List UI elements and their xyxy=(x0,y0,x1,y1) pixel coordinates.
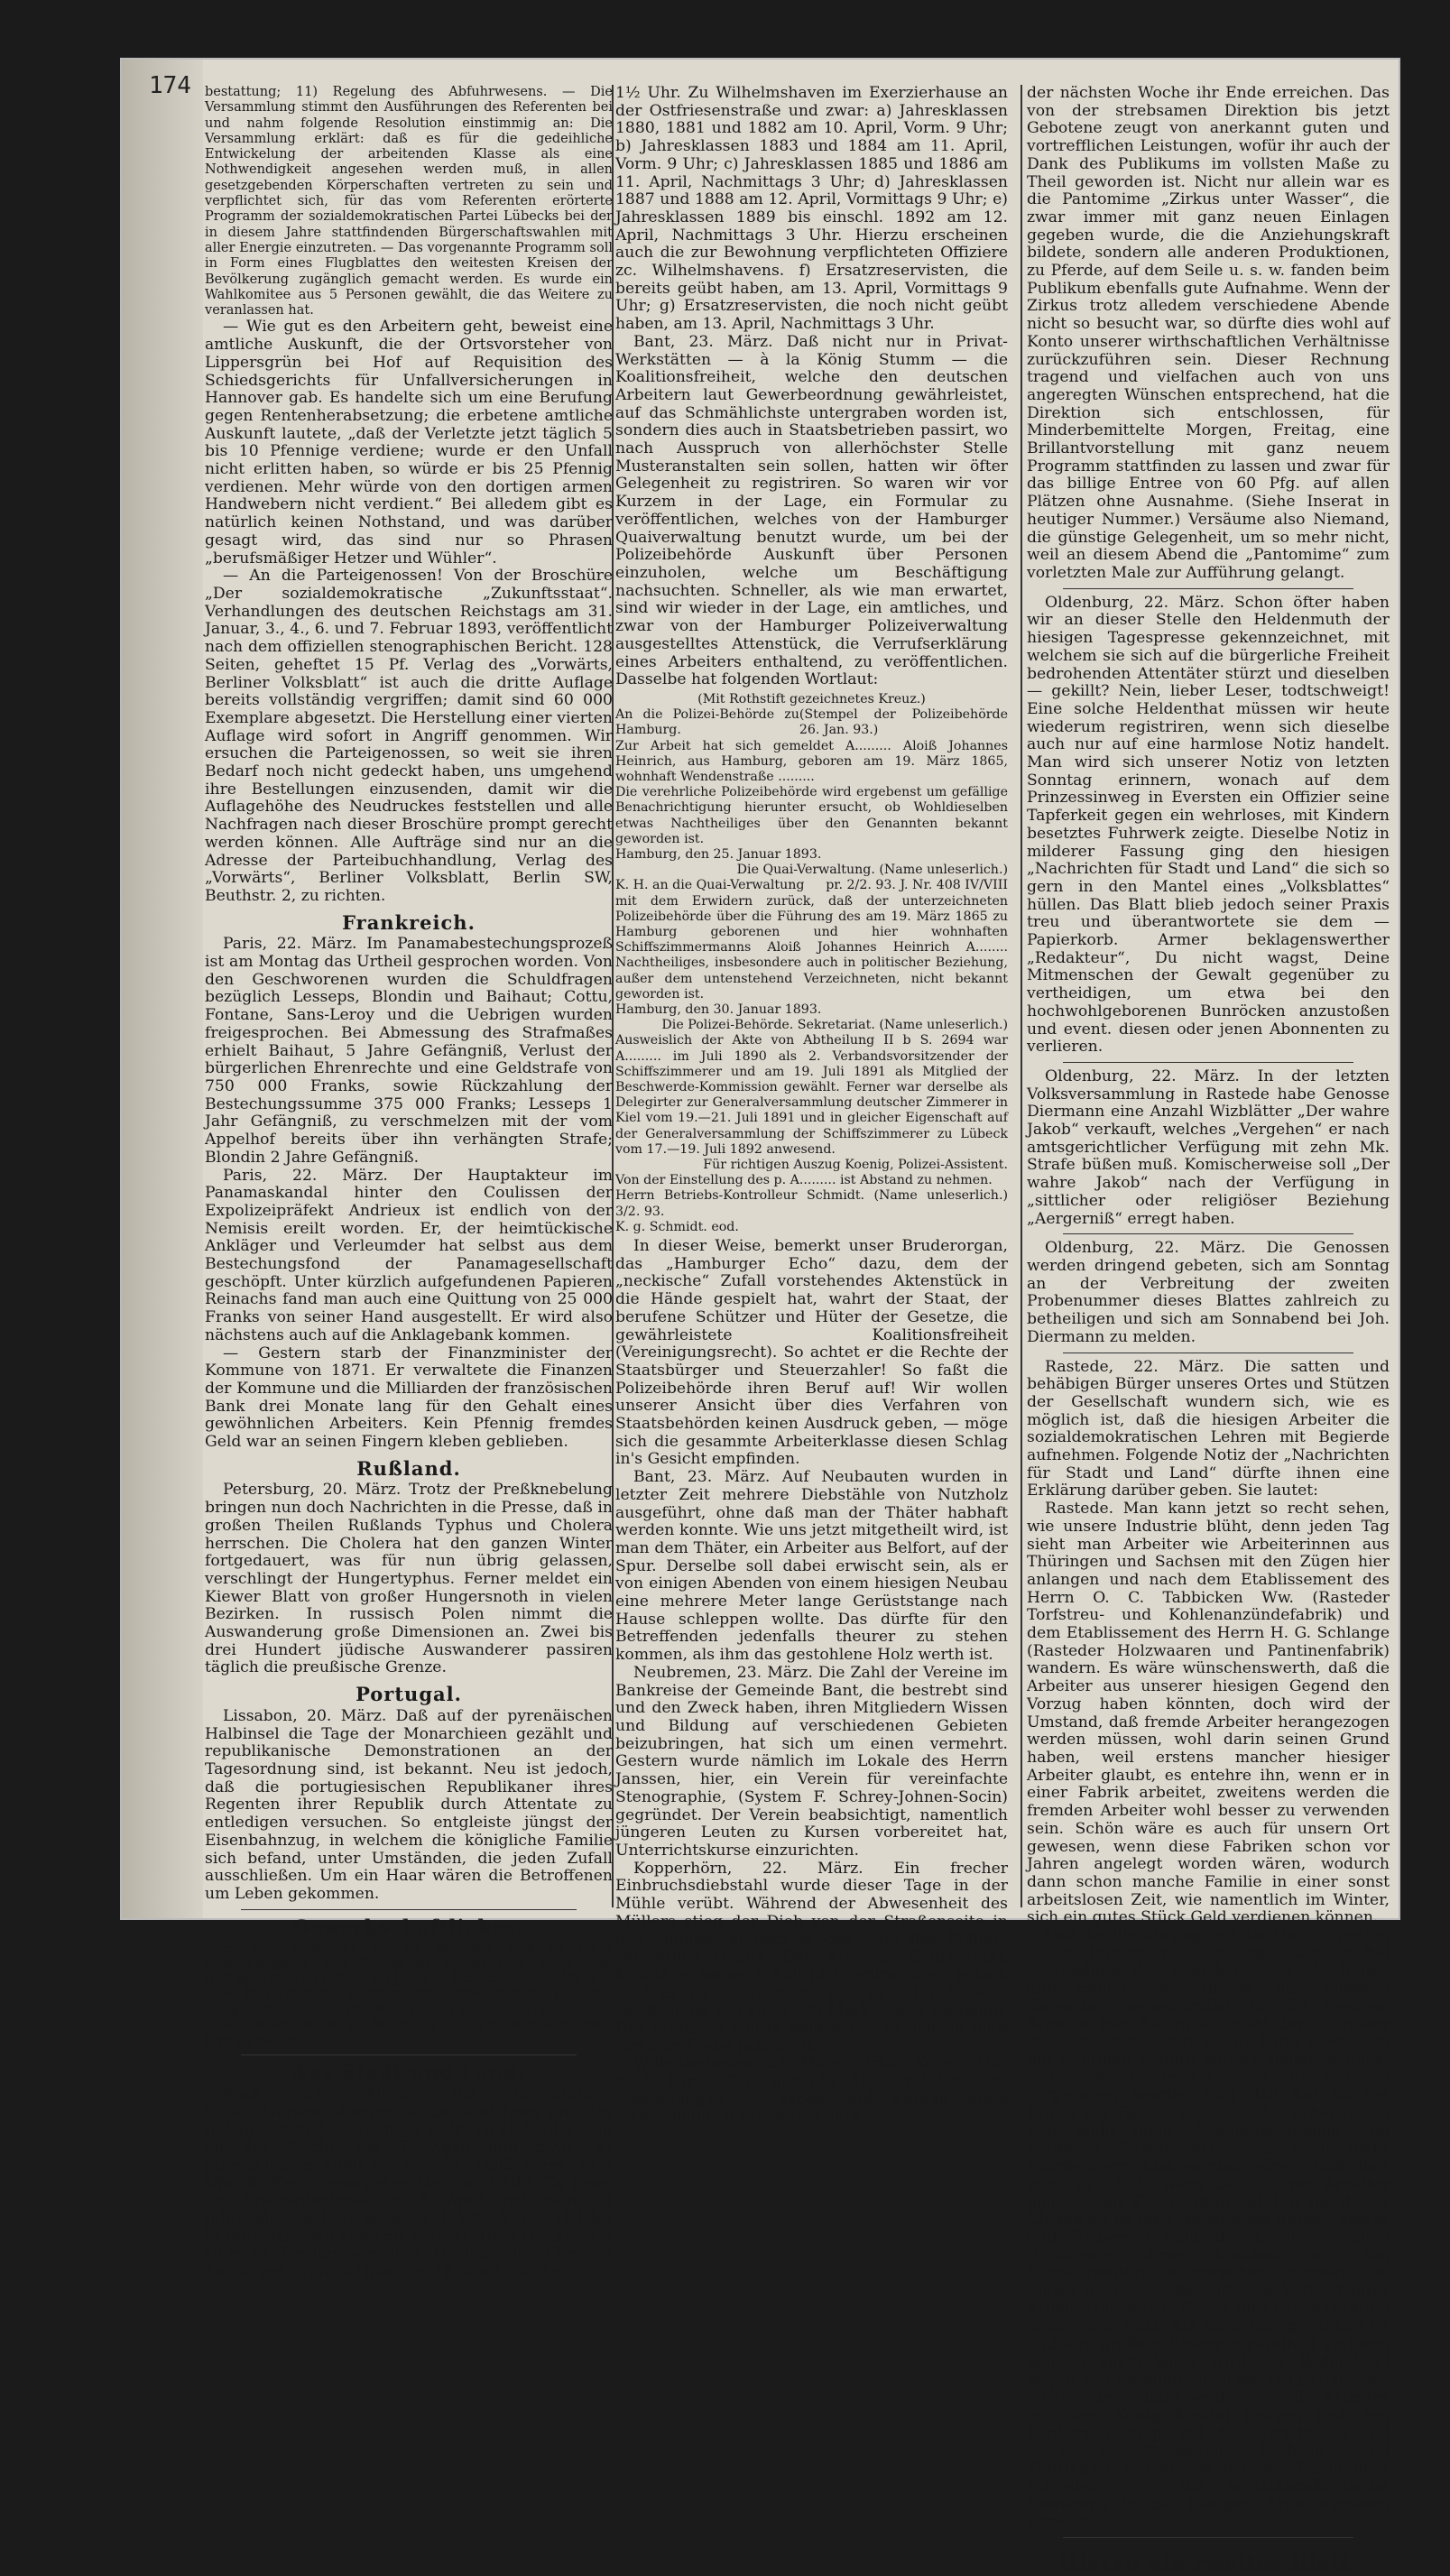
article-paragraph: — Wie gut es den Arbeitern geht, beweist eine amtliche Auskunft, die der Ortsvorsteher von Lippersgrün bei Hof auf Requisition des Schiedsgerichts für Unfallversicherungen in Hannover gab. Es handelte sich um eine Berufung gegen Rentenherabsetzung; die erbetene amtliche Auskunft lautete, „daß der Verletzte jetzt täglich 5 bis 10 Pfennige verdiene; wurde er den Unfall nicht erlitten haben, so würde er bis 25 Pfennig verdienen. Mehr würde von den dortigen armen Handwebern nicht verdient.“ Bei alledem gibt es natürlich keinen Nothstand, und was darüber gesagt wird, das sind nur so Phrasen „berufsmäßiger Hetzer und Wühler“. xyxy=(205,318,613,568)
doc-date: Hamburg, den 30. Januar 1893. xyxy=(615,1002,822,1017)
article-paragraph: Neubremen, 23. März. Die Zahl der Vereine im Bankreise der Gemeinde Bant, die bestrebt sind und den Zweck haben, ihren Mitgliedern Wissen und Bildung auf verschiedenen Gebieten beizubringen, hat sich um einen vermehrt. Gestern wurde nämlich im Lokale des Herrn Janssen, hier, ein Verein für vereinfachte Stenographie, (System F. Schrey-Johnen-Socin) gegründet. Der Verein beabsichtigt, namentlich jüngeren Leuten zu Kursen vorbereitet hat, Unterrichtskurse einzurichten. xyxy=(615,1663,1008,1860)
doc-signature: Die Quai-Verwaltung. (Name unleserlich.) xyxy=(736,863,1008,878)
section-divider xyxy=(1063,1062,1353,1063)
article-paragraph: Oldenburg, 22. März. In der letzten Volksversammlung in Rastede habe Genosse Diermann eine Anzahl Wizblätter „Der wahre Jakob“ verkauft, welches „Vergehen“ er nach amtsgerichtlicher Verfügung mit zehn Mk. Strafe büßen muß. Komischerweise soll „Der wahre Jakob“ nach der Verfügung in „sittlicher oder religiöser Beziehung „Aergerniß“ erregt haben. xyxy=(1027,1066,1390,1228)
doc-header xyxy=(615,878,1008,893)
section-heading: Frankreich. xyxy=(342,910,476,934)
quoted-document xyxy=(615,692,1008,1235)
section-heading: Gewerkschaftliches. xyxy=(292,1915,525,1938)
doc-addressee: K. H. an die Quai-Verwaltung xyxy=(615,878,805,893)
section-heading: Portugal. xyxy=(356,1683,462,1706)
article-paragraph: Oldenburg, 22. März. Die Genossen werden dringend gebeten, sich am Sonntag an der Verbreitung der zweiten Probenummer dieses Blattes zahlreich zu betheiligen und sich am Sonnabend bei Joh. Diermann zu melden. xyxy=(1027,1239,1390,1346)
doc-line: Herrn Betriebs-Kontrolleur Schmidt. (Name unleserlich.) 3/2. 93. xyxy=(615,1188,1008,1219)
article-paragraph: Kopperhörn, 22. März. Ein frecher Einbruchsdiebstahl wurde dieser Tage in der Mühle verübt. Während der Abwesenheit des Müllers stieg der Dieb von der Straßenseite in das Zimmer, in dem er das Geld des Müllers vermuthen konnte. Dem eisernen Geldschrank konnte er seinen Inhalt nicht entnehmen, jedoch fand er im Schreibtisch den er erbrach, eine Geldsumme von zirka 300 Mark, die er mitnahm. Der Einbruch wurde bald entdeckt, jedoch fehlt von dem Diebe jede Spur. xyxy=(615,1859,1008,2055)
article-paragraph: Oldenburg, 22. März. Schon öfter haben wir an dieser Stelle den Heldenmuth der hiesigen Tagespresse gekennzeichnet, mit welchem sie sich auf die bürgerliche Freiheit bedrohenden Attentäter stürzt und dieselben — gekillt? Nein, lieber Leser, todtschweigt! Eine solche Heldenthat müssen wir heute wiederum registriren, wenn sich dieselbe auch nur auf eine harmlose Notiz handelt. Man wird sich unserer Notiz von letzten Sonntag erinnern, wonach auf dem Prinzessinweg in Eversten ein Offizier seine Tapferkeit gegen ein wehrloses, mit Kindern besetztes Fuhrwerk zeigte. Dieselbe Notiz in milderer Fassung ging den hiesigen „Nachrichten für Stadt und Land“ die sich so gern in den Mantel eines „Volksblattes“ hüllen. Das Blatt blieb jedoch seiner Praxis treu und überantwortete sie dem — Papierkorb. Armer beklagenswerther „Redakteur“, Du nicht wagst, Deine Mitmenschen der Gewalt gegenüber zu vertheidigen, um etwa bei den hochwohlgeborenen Bunröcken anzustoßen und event. diesen oder jenen Abonnenten zu verlieren. xyxy=(1027,593,1390,1057)
article-paragraph: 1½ Uhr. Zu Wilhelmshaven im Exerzierhause an der Ostfriesenstraße und zwar: a) Jahresklassen 1880, 1881 und 1882 am 10. April, Vorm. 9 Uhr; b) Jahresklassen 1883 und 1884 am 11. April, Vorm. 9 Uhr; c) Jahresklassen 1885 und 1886 am 11. April, Nachmittags 3 Uhr; d) Jahresklassen 1887 und 1888 am 12. April, Vormittags 9 Uhr; e) Jahresklassen 1889 bis einschl. 1892 am 12. April, Nachmittags 3 Uhr. Hierzu erscheinen auch die zur Bewohnung verpflichteten Offiziere zc. Wilhelmshavens. f) Ersatzreservisten, die bereits geübt haben, am 13. April, Vormittags 9 Uhr; g) Ersatzreservisten, die noch nicht geübt haben, am 13. April, Nachmittags 3 Uhr. xyxy=(615,84,1008,334)
article-paragraph: Daß die Einführung und das Umsichgreifen dieser Industrien in hiesiger Gegend bei Anwendung des Grundsatzes, recht billige und genügsame Arbeiter aus anderen Gegenden herbeizurufen, für die hiesigen Arbeiter kein Segen ist, giebt der Schreiber der Notiz nun selbst zu. Er hätte aber auch die richtigen Schluß daraus ziehen können, warum den hiesigen Arbeitern die fremden vorgezogen werden und daß bei solcher Praxis die Familienväter in der arbeitslosen Zeit nicht mehr Arbeitsgelegenheit und Verdienst finden, als wenn noch mehr Fabriken errichtet worden wären. Daß aber ganz so falsch, wenn die hiesigen Arbeiter glauben, die Fabrikarbeit entehre sie; dieser Glaube ist es thun, so sind die guten Spießer und Bauern Schuld daran, die in allen Variationen ihren Abscheu vor den Fabrikarbeitern aussprechen, sondern sie fühlen instinktiv, daß mit dem Verkauf ihrer Arbeitskraft an die Fabrik ihre Lebenshaltung noch mehr sinkt, als sie schon gesunken ist und ihre größere Bewegungsfreiheit verloren geht. Freilich lange wird der Widerstand gegen den hereinbrechenden Industrialismus nicht dauern, dann werden auch die Arbeiter vor dem König Kapital beugen und den Konkurrenzkampf mit den gerichteten und noch enthaltsameren Sachsen und Thüringern aufnehmen müssen. Damit aber schreitet auch die sozialdemokratische Bewegung in die hiesigen Arbeiterkreisen vorwärts. xyxy=(1027,1926,1390,2532)
doc-line: Zur Arbeit hat sich gemeldet A......... Aloiß Johannes Heinrich, aus Hamburg, geboren am 19. März 1865, wohnhaft Wendenstraße ......... xyxy=(615,738,1008,784)
article-paragraph: Bant, 23. März. Die diesjährigen Kontrollversammlungen für das Amt Jever und das Jadegebiet finden wie folgt statt: Zu Hohenkirchen an der Kirche am 7. April und zwar: a) Jahresklassen 1880 bis einschl. 1892 Vorm. 11¼ Uhr; b) Ersatzreservisten Nachm. 3 Uhr. Zu Jever am Kriegerdenkmal am 8. April und zwar: a) Jahresklassen 1886 bis einschl. 1892 Vorm. 11 Uhr; b) Jahresklassen 1880 bis einschl. 1885 Nachm. 1½ Uhr; c) Ersatzreservisten Nachm. 3½ Uhr. Zu Sande vor Griffel's Hotel am 10. April, Nachm. xyxy=(205,2085,613,2282)
page-number: 174 xyxy=(149,72,191,99)
doc-stamp: (Stempel der Polizeibehörde 26. Jan. 93.) xyxy=(799,707,1008,738)
doc-header xyxy=(615,707,1008,738)
article-paragraph: Wilhelmshaven, 23. März. Zirkus Kolzer. Nur noch kurze Zeit gedenkt die Direktion ihre Vorstellungen zu geben und werden diese wahrscheinlich schon im Laufe xyxy=(615,2054,1008,2127)
newspaper-page xyxy=(122,60,1399,2576)
article-paragraph: Rastede. Man kann jetzt so recht sehen, wie unsere Industrie blüht, denn jeden Tag sieht man Arbeiter wie Arbeiterinnen aus Thüringen und Sachsen mit den Zügen hier anlangen und nach dem Etablissement des Herrn O. C. Tabbicken Ww. (Rasteder Torfstreu- und Kohlenanzündefabrik) und dem Etablissement des Herrn H. G. Schlange (Rasteder Holzwaaren und Pantinenfabrik) wandern. Es wäre wünschenswerth, daß die Arbeiter aus unserer hiesigen Gegend den Vorzug haben könnten, doch wird der Umstand, daß fremde Arbeiter herangezogen werden müssen, wohl darin seinen Grund haben, weil erstens mancher hiesiger Arbeiter glaubt, es entehre ihn, wenn er in einer Fabrik arbeitet, zweitens werden die fremden Arbeiter wohl besser zu verwenden sein. Schön wäre es auch für unsern Ort gewesen, wenn diese Fabriken schon vor Jahren angelegt worden wären, wodurch dann schon manche Familie in einer sonst arbeitslosen Zeit, wie namentlich im Winter, sich ein gutes Stück Geld verdienen können. xyxy=(1027,1500,1390,1927)
article-paragraph: Rastede, 22. März. Die satten und behäbigen Bürger unseres Ortes und Stützen der Gesellschaft wundern sich, wie es möglich ist, daß die hiesigen Arbeiter die sozialdemokratischen Lehren mit Begierde aufnehmen. Folgende Notiz der „Nachrichten für Stadt und Land“ dürfte ihnen eine Erklärung darüber geben. Sie lautet: xyxy=(1027,1357,1390,1500)
section-heading: Aus Stadt und Land. xyxy=(291,2061,526,2084)
column-2 xyxy=(615,84,1008,2127)
doc-reference: pr. 2/2. 93. J. Nr. 408 IV/VIII xyxy=(826,878,1008,893)
article-paragraph: Petersburg, 20. März. Trotz der Preßknebelung bringen nun doch Nachrichten in die Presse, daß in großen Theilen Rußlands Typhus und Cholera herrschen. Die Cholera hat den ganzen Winter fortgedauert, was für nun übrig gelassen, verschlingt der Hungertyphus. Ferner meldet ein Kiewer Blatt von großer Hungersnoth in vielen Bezirken. In russisch Polen nimmt die Auswanderung große Dimensionen an. Zwei bis drei Hundert jüdische Auswanderer passiren täglich die preußische Grenze. xyxy=(205,1481,613,1677)
article-paragraph: Paris, 22. März. Im Panamabestechungsprozeß ist am Montag das Urtheil gesprochen worden. Von den Geschworenen wurden die Schuldfragen bezüglich Lesseps, Blondin und Baihaut; Cottu, Fontane, Sans-Leroy und die Uebrigen wurden freigesprochen. Bei Abmessung des Strafmaßes erhielt Baihaut, 5 Jahre Gefängniß, Verlust der bürgerlichen Ehrenrechte und eine Geldstrafe von 750 000 Franks, sowie Rückzahlung der Bestechungssumme 375 000 Franks; Lesseps 1 Jahr Gefängniß, zu verschmelzen mit der vom Appelhof bereits über ihn verhängten Strafe; Blondin 2 Jahre Gefängniß. xyxy=(205,935,613,1167)
page-gutter xyxy=(122,60,203,1918)
section-divider xyxy=(241,2054,577,2055)
article-paragraph: Lissabon, 20. März. Daß auf der pyrenäischen Halbinsel die Tage der Monarchieen gezählt und republikanische Demonstrationen an der Tagesordnung sind, ist bekannt. Neu ist jedoch, daß die portugiesischen Republikaner ihres Regenten ihrer Republik durch Attentate zu entledigen versuchen. So entgleiste jüngst der Eisenbahnzug, in welchem die königliche Familie sich befand, unter Umständen, die jeden Zufall ausschließen. Um ein Haar wären die Betroffenen um Leben gekommen. xyxy=(205,1706,613,1903)
column-3 xyxy=(1027,84,1390,2576)
column-1 xyxy=(205,85,613,2282)
doc-signature: Für richtigen Auszug Koenig, Polizei-Assistent. xyxy=(703,1158,1008,1172)
article-paragraph: der nächsten Woche ihr Ende erreichen. Das von der strebsamen Direktion bis jetzt Gebotene zeugt von anerkannt guten und vortrefflichen Leistungen, wofür ihr auch der Dank des Publikums im vollsten Maße zu Theil geworden ist. Nicht nur allein war es die Pantomime „Zirkus unter Wasser“, die zwar immer mit ganz neuen Einlagen gegeben wurde, die die Anziehungskraft bildete, sondern alle anderen Produktionen, zu Pferde, auf dem Seile u. s. w. fanden beim Publikum ebenfalls gute Aufnahme. Wenn der Zirkus trotz alledem verschiedene Abende nicht so besucht war, so dürfte dies wohl auf Konto unserer wirthschaftlichen Verhältnisse zurückzuführen sein. Dieser Rechnung tragend und vielfachen auch von uns angeregten Wünschen entsprechend, hat die Direktion sich entschlossen, für Minderbemittelte Morgen, Freitag, eine Brillantvorstellung mit ganz neuem Programm stattfinden zu lassen und zwar für das billige Entree von 60 Pfg. auf allen Plätzen ohne Ausnahme. (Siehe Inserat in heutiger Nummer.) Versäume also Niemand, die günstige Gelegenheit, um so mehr nicht, weil an diesem Abend die „Pantomime“ zum vorletzten Male zur Aufführung gelangt. xyxy=(1027,84,1390,582)
article-paragraph: — Gestern starb der Finanzminister der Kommune von 1871. Er verwaltete die Finanzen der Kommune und die Milliarden der französischen Bank drei Monate lang für den Gehalt eines gewöhnlichen Arbeiters. Kein Pfennig fremdes Geld war an seinen Fingern kleben geblieben. xyxy=(205,1343,613,1452)
closing-note: Hierzu ein zweites Blatt. xyxy=(1058,2549,1358,2576)
doc-date: Hamburg, den 25. Januar 1893. xyxy=(615,846,822,862)
article-paragraph: bestattung; 11) Regelung des Abfuhrwesens. — Die Versammlung stimmt den Ausführungen des Referenten bei und nahm folgende Resolution einstimmig an: Die Versammlung erklärt: daß es für die gedeihliche Entwickelung der arbeitenden Klasse als eine Nothwendigkeit angesehen werden muß, in allen gesetzgebenden Körperschaften vertreten zu sein und verpflichtet sich, für das vom Referenten erörterte Programm der sozialdemokratischen Partei Lübecks bei der in diesem Jahre stattfindenden Bürgerschaftswahlen mit aller Energie einzutreten. — Das vorgenannte Programm soll in Form eines Flugblattes den weitesten Kreisen der Bevölkerung zugänglich gemacht werden. Es wurde ein Wahlkomitee aus 5 Personen gewählt, die das Weitere zu veranlassen hat. xyxy=(205,85,613,319)
section-divider xyxy=(1063,588,1353,589)
section-divider xyxy=(1063,1233,1353,1234)
article-paragraph: Bant, 23. März. Auf Neubauten wurden in letzter Zeit mehrere Diebstähle von Nutzholz ausgeführt, ohne daß man der Thäter habhaft werden konnte. Wie uns jetzt mitgetheilt wird, ist man dem Thäter, ein Arbeiter aus Belfort, auf der Spur. Derselbe soll dabei erwischt sein, als er von einigen Abenden von einem hiesigen Neubau eine mehrere Meter lange Gerüststange nach Hause schleppen wollte. Das dürfte für den Betreffenden jedenfalls theurer zu stehen kommen, als ihm das gestohlene Holz werth ist. xyxy=(615,1468,1008,1665)
doc-note: (Mit Rothstift gezeichnetes Kreuz.) xyxy=(697,691,926,706)
article-paragraph: In dieser Weise, bemerkt unser Bruderorgan, das „Hamburger Echo“ dazu, dem der „neckische“ Zufall vorstehendes Aktenstück in die Hände gespielt hat, wahrt der Staat, der berufene Schützer und Hüter der Gesetze, die gewährleistete Koalitionsfreiheit (Vereinigungsrecht). So achtet er die Rechte der Staatsbürger und Steuerzahler! So faßt die Polizeibehörde ihren Beruf auf! Wir wollen unserer Ansicht über dies Verfahren von Staatsbehörden keinen Ausdruck geben, — möge sich die gesammte Arbeiterklasse diesen Schlag in's Gesicht empfinden. xyxy=(615,1237,1008,1469)
doc-addressee: An die Polizei-Behörde zu Hamburg. xyxy=(615,707,799,738)
column-rule xyxy=(1021,85,1022,1907)
section-divider xyxy=(241,1909,577,1910)
doc-line: K. g. Schmidt. eod. xyxy=(615,1219,739,1234)
doc-line: Von der Einstellung des p. A......... ist Abstand zu nehmen. xyxy=(615,1173,993,1188)
article-paragraph: — An die Parteigenossen! Von der Broschüre „Der sozialdemokratische „Zukunftsstaat“. Verhandlungen des deutschen Reichstags am 31. Januar, 3., 4., 6. und 7. Februar 1893, veröffentlicht nach dem offiziellen stenographischen Bericht. 128 Seiten, geheftet 15 Pf. Verlag des „Vorwärts, Berliner Volksblatt“ ist auch die dritte Auflage bereits vollständig vergriffen; damit sind 60 000 Exemplare abgesetzt. Die Herstellung einer vierten Auflage wird sofort in Angriff genommen. Wir ersuchen die Parteigenossen, so weit sie ihren Bedarf noch nicht gedeckt haben, uns umgehend ihre Bestellungen einzusenden, damit wir die Auflagehöhe des Neudruckes feststellen und alle Nachfragen nach dieser Broschüre prompt gerecht werden können. Alle Aufträge sind nur an die Adresse der Parteibuchhandlung, Verlag des „Vorwärts“, Berliner Volksblatt, Berlin SW, Beuthstr. 2, zu richten. xyxy=(205,567,613,905)
doc-line: Die verehrliche Polizeibehörde wird ergebenst um gefällige Benachrichtigung hierunter ersucht, ob Wohldieselben etwas Nachtheiliges über den Genannten bekannt geworden ist. xyxy=(615,785,1008,846)
article-paragraph: Bant, 23. März. Daß nicht nur in Privat-Werkstätten — à la König Stumm — die Koalitionsfreiheit, welche den deutschen Arbeitern laut Gewerbeordnung gewährleistet, auf das Schmählichste untergraben worden ist, sondern dies auch in Staatsbetrieben passirt, wo nach Ausspruch von allerhöchster Stelle Musteranstalten sein sollen, hatten wir öfter Gelegenheit zu registriren. So waren wir vor Kurzem in der Lage, ein Formular zu veröffentlichen, welches von der Hamburger Quaiverwaltung benutzt wurde, um bei der Polizeibehörde Auskunft über Personen einzuholen, welche um Beschäftigung nachsuchten. Schneller, als wie man erwartet, sind wir wieder in der Lage, ein amtliches, und zwar von der Hamburger Polizeiverwaltung ausgestelltes Attenstück, die Verrufserklärung eines Arbeiters enthaltend, zu veröffentlichen. Dasselbe hat folgenden Wortlaut: xyxy=(615,332,1008,689)
section-heading: Rußland. xyxy=(356,1456,461,1480)
doc-signature: Die Polizei-Behörde. Sekretariat. (Name unleserlich.) xyxy=(661,1018,1008,1033)
doc-line: mit dem Erwidern zurück, daß der unterzeichneten Polizeibehörde über die Führung des am 19. März 1865 zu Hamburg geborenen und hier wohnhaften Schiffszimmermanns Aloiß Johannes Heinrich A........ Nachtheiliges, insbesondere auch in politischer Beziehung, außer dem untenstehend Verzeichneten, nicht bekannt geworden ist. xyxy=(615,893,1008,1002)
article-paragraph: — In Buxtehude, Delmenhorst, Grevesmühlen, Kiel und Stolp befinden sich die Maurer mit den Unternehmern in Lohndifferenzen und ist daher der Zuzug nach diesen Orten fern zu halten. xyxy=(205,1987,613,2049)
article-paragraph: — Die Schneider Berlins befinden sich in einer Lohnbewegung. Der Zuzug ist streng fern zu halten. Anfragen sind zu richten an J. Timm, Schützenstraße 18/19. xyxy=(205,1940,613,1986)
section-divider xyxy=(1063,2537,1353,2538)
doc-line: Ausweislich der Akte von Abtheilung II b S. 2694 war A......... im Juli 1890 als 2. Verbandsvorsitzender der Schiffszimmerer und am 19. Juli 1891 als Mitglied der Beschwerde-Kommission gewählt. Ferner war derselbe als Delegirter zur Generalversammlung deutscher Zimmerer in Kiel vom 19.—21. Juli 1891 und in gleicher Eigenschaft auf der Generalversammlung der Schiffszimmerer zu Lübeck vom 17.—19. Juli 1892 anwesend. xyxy=(615,1033,1008,1157)
article-paragraph: Paris, 22. März. Der Hauptakteur im Panamaskandal hinter den Coulissen der Expolizeipräfekt Andrieux ist endlich von der Nemisis ereilt worden. Er, der heimtückische Ankläger und Verleumder hat selbst aus dem Bestechungsfond der Panamagesellschaft geschöpft. Unter kürzlich aufgefundenen Papieren Reinachs fand man auch eine Quittung von 25 000 Franks von seiner Hand ausgestellt. Er wird also nächstens auch auf die Anklagebank kommen. xyxy=(205,1166,613,1344)
